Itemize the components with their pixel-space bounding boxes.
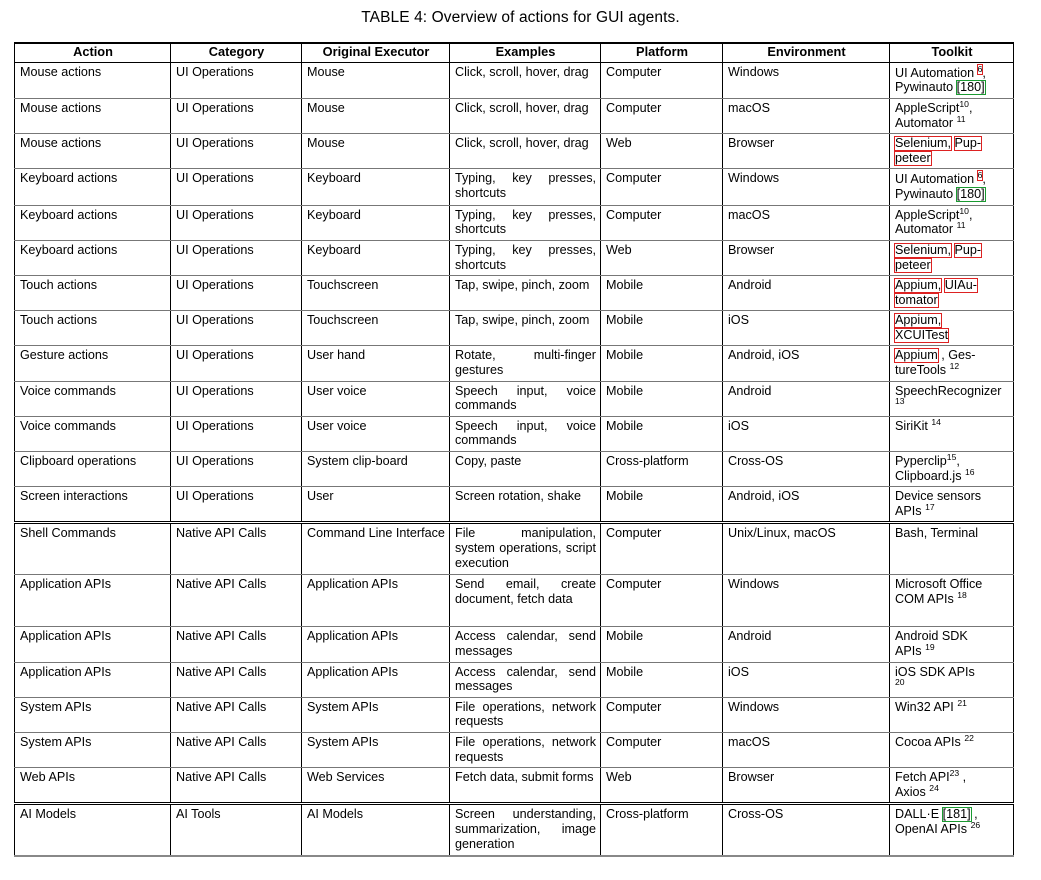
cell-environment: Windows xyxy=(723,697,890,732)
cell-examples: Speech input, voice commands xyxy=(450,416,601,451)
table-row xyxy=(15,62,1014,98)
table-row xyxy=(15,134,1014,169)
column-header-category: Category xyxy=(171,43,302,62)
toolkit-text: tureTools xyxy=(895,363,950,378)
cell-environment: iOS xyxy=(723,311,890,346)
cell-action: Mouse actions xyxy=(15,98,171,133)
cell-examples: Send email, create document, fetch data xyxy=(450,575,601,627)
column-header-action: Action xyxy=(15,43,171,62)
table-head xyxy=(15,43,1014,62)
cell-action: Clipboard operations xyxy=(15,452,171,487)
cell-action: Shell Commands xyxy=(15,523,171,575)
cell-toolkit xyxy=(890,662,1014,697)
cell-original-executor: Application APIs xyxy=(302,575,450,627)
cell-category: Native API Calls xyxy=(171,662,302,697)
cell-category: UI Operations xyxy=(171,487,302,523)
toolkit-text: , xyxy=(968,207,973,222)
footnote-marker: 10 xyxy=(959,205,969,216)
toolkit-text: Device sensors xyxy=(895,489,982,504)
table-row xyxy=(15,575,1014,627)
cell-toolkit xyxy=(890,62,1014,98)
cell-original-executor: Application APIs xyxy=(302,627,450,662)
cell-action: System APIs xyxy=(15,732,171,767)
cell-original-executor: Mouse xyxy=(302,98,450,133)
cell-platform: Computer xyxy=(601,697,723,732)
footnote-marker: 11 xyxy=(956,220,966,231)
cell-original-executor: Keyboard xyxy=(302,169,450,205)
toolkit-text: Automator xyxy=(895,115,957,130)
column-header-examples: Examples xyxy=(450,43,601,62)
cell-examples: Typing, key presses, shortcuts xyxy=(450,205,601,240)
footnote-marker: 26 xyxy=(970,819,981,830)
cell-platform: Mobile xyxy=(601,346,723,381)
footnote-marker: 14 xyxy=(931,416,941,427)
cell-platform: Mobile xyxy=(601,627,723,662)
toolkit-text: Pywinauto xyxy=(895,187,957,202)
cell-platform: Computer xyxy=(601,732,723,767)
table-row xyxy=(15,205,1014,240)
footnote-marker: 22 xyxy=(964,732,974,743)
cell-category: UI Operations xyxy=(171,416,302,451)
cell-platform: Mobile xyxy=(601,381,723,416)
cell-toolkit xyxy=(890,311,1014,346)
cell-environment: Browser xyxy=(723,134,890,169)
cell-toolkit xyxy=(890,523,1014,575)
cell-action: Application APIs xyxy=(15,627,171,662)
cell-category: Native API Calls xyxy=(171,523,302,575)
toolkit-text: , xyxy=(968,100,973,115)
footnote-marker: 12 xyxy=(949,360,960,371)
toolkit-text: SiriKit xyxy=(895,418,932,433)
table-row xyxy=(15,627,1014,662)
toolkit-link[interactable]: UIAu- xyxy=(944,278,977,293)
cell-action: Mouse actions xyxy=(15,62,171,98)
table-header-row xyxy=(15,43,1014,62)
toolkit-text: UI Automation xyxy=(895,65,978,80)
cell-environment: Android xyxy=(723,381,890,416)
toolkit-text: DALL·E xyxy=(895,807,943,822)
cell-platform: Cross-platform xyxy=(601,804,723,856)
table-row xyxy=(15,697,1014,732)
toolkit-text: APIs xyxy=(895,644,926,658)
cell-category: UI Operations xyxy=(171,311,302,346)
cell-environment: Unix/Linux, macOS xyxy=(723,523,890,575)
toolkit-link[interactable]: Selenium, xyxy=(895,242,952,257)
cell-original-executor: Application APIs xyxy=(302,662,450,697)
cell-original-executor: Mouse xyxy=(302,134,450,169)
cell-original-executor: Web Services xyxy=(302,768,450,804)
toolkit-text: UI Automation xyxy=(895,172,978,187)
cell-toolkit xyxy=(890,134,1014,169)
toolkit-link[interactable]: Pup- xyxy=(954,136,982,151)
cell-examples: Screen rotation, shake xyxy=(450,487,601,523)
cell-category: Native API Calls xyxy=(171,627,302,662)
cell-examples: File manipulation, system operations, script execution xyxy=(450,523,601,575)
toolkit-text: , xyxy=(959,770,967,785)
cell-category: AI Tools xyxy=(171,804,302,856)
cell-environment: Cross-OS xyxy=(723,452,890,487)
toolkit-text: AppleScript xyxy=(895,100,960,115)
cell-toolkit xyxy=(890,697,1014,732)
cell-original-executor: System clip-board xyxy=(302,452,450,487)
cell-examples: Typing, key presses, shortcuts xyxy=(450,240,601,275)
footnote-marker: 13 xyxy=(895,396,905,407)
table-row xyxy=(15,487,1014,523)
table-row xyxy=(15,804,1014,856)
toolkit-link[interactable]: tomator xyxy=(895,292,938,307)
cell-toolkit xyxy=(890,98,1014,133)
toolkit-text: Automator xyxy=(895,222,957,237)
cell-platform: Computer xyxy=(601,523,723,575)
cell-original-executor: Command Line Interface xyxy=(302,523,450,575)
actions-table xyxy=(14,42,1014,857)
toolkit-text: Bash, Terminal xyxy=(895,526,979,541)
cell-original-executor: User voice xyxy=(302,416,450,451)
cell-examples: Click, scroll, hover, drag xyxy=(450,134,601,169)
cell-original-executor: Touchscreen xyxy=(302,276,450,311)
cell-original-executor: Mouse xyxy=(302,62,450,98)
cell-environment: Browser xyxy=(723,768,890,804)
cell-platform: Web xyxy=(601,134,723,169)
cell-action: Application APIs xyxy=(15,575,171,627)
cell-category: UI Operations xyxy=(171,62,302,98)
cell-environment: Windows xyxy=(723,575,890,627)
cell-category: UI Operations xyxy=(171,346,302,381)
footnote-marker: 20 xyxy=(895,677,905,687)
toolkit-link[interactable]: Appium, xyxy=(895,278,942,293)
cell-original-executor: System APIs xyxy=(302,732,450,767)
cell-environment: Android, iOS xyxy=(723,346,890,381)
cell-category: UI Operations xyxy=(171,205,302,240)
cell-category: Native API Calls xyxy=(171,575,302,627)
cell-action: Keyboard actions xyxy=(15,240,171,275)
toolkit-text: Microsoft Office xyxy=(895,577,983,592)
cell-original-executor: AI Models xyxy=(302,804,450,856)
cell-toolkit xyxy=(890,452,1014,487)
footnote-marker: 10 xyxy=(959,98,969,109)
toolkit-text: APIs xyxy=(895,503,926,518)
toolkit-link[interactable]: Pup- xyxy=(954,242,982,257)
cell-environment: iOS xyxy=(723,662,890,697)
toolkit-text: Cocoa APIs xyxy=(895,734,965,749)
cell-toolkit xyxy=(890,169,1014,205)
cell-category: Native API Calls xyxy=(171,768,302,804)
cell-examples: Click, scroll, hover, drag xyxy=(450,98,601,133)
cell-toolkit xyxy=(890,276,1014,311)
cell-original-executor: Keyboard xyxy=(302,205,450,240)
cell-category: UI Operations xyxy=(171,169,302,205)
cell-action: Touch actions xyxy=(15,276,171,311)
table-row xyxy=(15,662,1014,697)
column-header-environment: Environment xyxy=(723,43,890,62)
cell-environment: Windows xyxy=(723,62,890,98)
cell-platform: Cross-platform xyxy=(601,452,723,487)
cell-environment: Android xyxy=(723,627,890,662)
cell-action: AI Models xyxy=(15,804,171,856)
cell-examples: Access calendar, send messages xyxy=(450,627,601,662)
cell-platform: Computer xyxy=(601,62,723,98)
footnote-marker: 17 xyxy=(925,501,935,512)
cell-action: Keyboard actions xyxy=(15,169,171,205)
table-row xyxy=(15,732,1014,767)
cell-toolkit xyxy=(890,627,1014,662)
citation-link[interactable]: [180] xyxy=(956,80,985,95)
cell-toolkit xyxy=(890,732,1014,767)
cell-action: Gesture actions xyxy=(15,346,171,381)
cell-toolkit xyxy=(890,381,1014,416)
cell-examples: File operations, network requests xyxy=(450,697,601,732)
cell-platform: Computer xyxy=(601,575,723,627)
footnote-marker: 24 xyxy=(929,782,939,793)
toolkit-text: Axios xyxy=(895,784,930,799)
toolkit-link[interactable]: Appium xyxy=(895,348,938,363)
cell-examples: Copy, paste xyxy=(450,452,601,487)
cell-toolkit xyxy=(890,575,1014,627)
cell-platform: Mobile xyxy=(601,416,723,451)
footnote-marker: 16 xyxy=(965,466,975,477)
cell-environment: macOS xyxy=(723,205,890,240)
cell-action: Application APIs xyxy=(15,662,171,697)
cell-original-executor: Keyboard xyxy=(302,240,450,275)
toolkit-link[interactable]: Appium, xyxy=(895,313,942,328)
table-row xyxy=(15,276,1014,311)
footnote-marker: 11 xyxy=(956,113,966,124)
cell-platform: Computer xyxy=(601,98,723,133)
cell-environment: Windows xyxy=(723,169,890,205)
cell-original-executor: System APIs xyxy=(302,697,450,732)
footnote-marker: 15 xyxy=(946,451,957,462)
cell-platform: Computer xyxy=(601,169,723,205)
column-header-platform: Platform xyxy=(601,43,723,62)
cell-environment: macOS xyxy=(723,98,890,133)
footnote-marker: 19 xyxy=(925,641,935,652)
cell-action: Touch actions xyxy=(15,311,171,346)
toolkit-text: , xyxy=(982,172,986,187)
cell-examples: Tap, swipe, pinch, zoom xyxy=(450,311,601,346)
cell-examples: Typing, key presses, shortcuts xyxy=(450,169,601,205)
table-caption: TABLE 4: Overview of actions for GUI agents. xyxy=(361,9,680,26)
cell-toolkit xyxy=(890,346,1014,381)
footnote-link[interactable]: 6 xyxy=(977,63,983,74)
toolkit-link[interactable]: Selenium, xyxy=(895,136,952,151)
table-row xyxy=(15,381,1014,416)
cell-action: Voice commands xyxy=(15,381,171,416)
cell-toolkit xyxy=(890,487,1014,523)
cell-examples: Speech input, voice commands xyxy=(450,381,601,416)
table-row xyxy=(15,240,1014,275)
toolkit-text: Fetch API xyxy=(895,770,950,785)
cell-examples: Tap, swipe, pinch, zoom xyxy=(450,276,601,311)
table-row xyxy=(15,523,1014,575)
cell-platform: Mobile xyxy=(601,662,723,697)
toolkit-text: Win32 API xyxy=(895,699,958,714)
cell-category: UI Operations xyxy=(171,276,302,311)
table-row xyxy=(15,452,1014,487)
toolkit-text: Pyperclip xyxy=(895,454,947,469)
cell-examples: Screen understanding, summarization, image generation xyxy=(450,804,601,856)
table-row xyxy=(15,98,1014,133)
toolkit-text: , xyxy=(970,807,978,822)
toolkit-text: Android SDK xyxy=(895,629,968,644)
cell-original-executor: User voice xyxy=(302,381,450,416)
toolkit-text: , xyxy=(956,454,960,469)
table-body xyxy=(15,62,1014,856)
cell-platform: Web xyxy=(601,768,723,804)
cell-action: Screen interactions xyxy=(15,487,171,523)
column-header-toolkit: Toolkit xyxy=(890,43,1014,62)
cell-toolkit xyxy=(890,768,1014,804)
toolkit-text: COM APIs xyxy=(895,592,958,606)
cell-platform: Web xyxy=(601,240,723,275)
cell-category: Native API Calls xyxy=(171,697,302,732)
table-row xyxy=(15,346,1014,381)
footnote-marker: 18 xyxy=(957,589,967,600)
cell-toolkit xyxy=(890,240,1014,275)
cell-examples: File operations, network requests xyxy=(450,732,601,767)
cell-action: System APIs xyxy=(15,697,171,732)
cell-category: UI Operations xyxy=(171,98,302,133)
cell-examples: Click, scroll, hover, drag xyxy=(450,62,601,98)
toolkit-text: , xyxy=(982,65,986,80)
toolkit-link[interactable]: peteer xyxy=(895,257,931,272)
toolkit-text: Pywinauto xyxy=(895,80,957,95)
cell-category: Native API Calls xyxy=(171,732,302,767)
table-row xyxy=(15,416,1014,451)
toolkit-text: , Ges- xyxy=(937,348,976,363)
cell-platform: Computer xyxy=(601,205,723,240)
cell-category: UI Operations xyxy=(171,240,302,275)
cell-original-executor: User xyxy=(302,487,450,523)
cell-environment: Android, iOS xyxy=(723,487,890,523)
citation-link[interactable]: [180] xyxy=(956,187,985,202)
cell-platform: Mobile xyxy=(601,311,723,346)
cell-examples: Rotate, multi-finger gestures xyxy=(450,346,601,381)
cell-original-executor: Touchscreen xyxy=(302,311,450,346)
table-row xyxy=(15,169,1014,205)
cell-toolkit xyxy=(890,205,1014,240)
cell-action: Voice commands xyxy=(15,416,171,451)
cell-environment: Android xyxy=(723,276,890,311)
footnote-link[interactable]: 6 xyxy=(977,170,983,181)
cell-category: UI Operations xyxy=(171,452,302,487)
column-header-original-executor: Original Executor xyxy=(302,43,450,62)
toolkit-link[interactable]: XCUITest xyxy=(895,327,949,342)
cell-environment: macOS xyxy=(723,732,890,767)
toolkit-text: SpeechRecognizer xyxy=(895,383,1002,398)
cell-environment: iOS xyxy=(723,416,890,451)
toolkit-text: iOS SDK APIs xyxy=(895,664,975,679)
cell-examples: Fetch data, submit forms xyxy=(450,768,601,804)
cell-action: Mouse actions xyxy=(15,134,171,169)
table-row xyxy=(15,768,1014,804)
toolkit-text: AppleScript xyxy=(895,207,960,222)
footnote-marker: 21 xyxy=(957,697,967,708)
cell-category: UI Operations xyxy=(171,134,302,169)
cell-action: Keyboard actions xyxy=(15,205,171,240)
cell-toolkit xyxy=(890,416,1014,451)
cell-action: Web APIs xyxy=(15,768,171,804)
cell-platform: Mobile xyxy=(601,487,723,523)
cell-environment: Browser xyxy=(723,240,890,275)
toolkit-text: Clipboard.js xyxy=(895,468,965,483)
toolkit-link[interactable]: peteer xyxy=(895,150,931,165)
toolkit-text: OpenAI APIs xyxy=(895,821,971,836)
cell-platform: Mobile xyxy=(601,276,723,311)
footnote-marker: 23 xyxy=(949,767,960,778)
cell-environment: Cross-OS xyxy=(723,804,890,856)
cell-examples: Access calendar, send messages xyxy=(450,662,601,697)
cell-toolkit xyxy=(890,804,1014,856)
cell-category: UI Operations xyxy=(171,381,302,416)
cell-original-executor: User hand xyxy=(302,346,450,381)
citation-link[interactable]: [181] xyxy=(942,807,971,822)
table-row xyxy=(15,311,1014,346)
